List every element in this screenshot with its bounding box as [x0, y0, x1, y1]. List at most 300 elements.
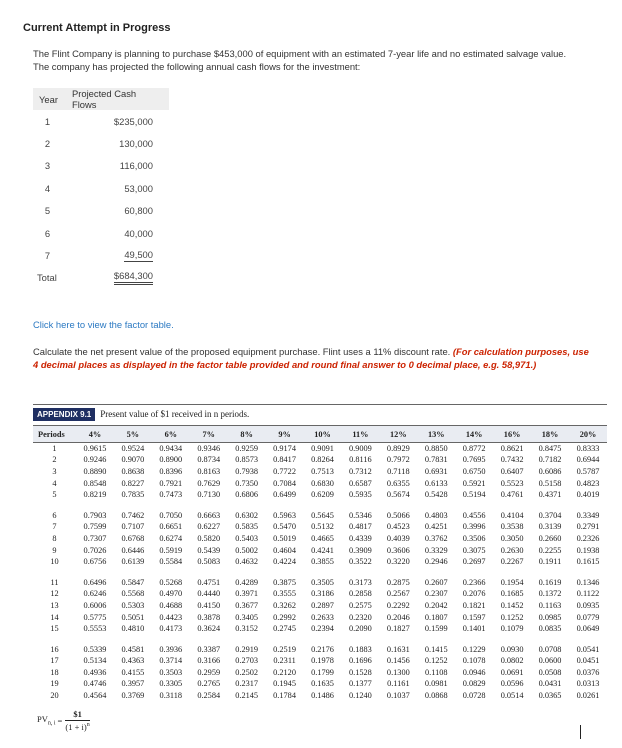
factor-value: 0.2320 [349, 612, 372, 622]
factor-value: 0.3909 [349, 545, 372, 555]
factor-value: 0.4339 [349, 533, 372, 543]
factor-value: 0.4665 [311, 533, 334, 543]
factor-row [33, 533, 607, 545]
cash-flow-value: 60,800 [124, 205, 153, 217]
period-number: 3 [52, 466, 57, 476]
factor-value: 0.5403 [235, 533, 259, 543]
formula-pv: PV [37, 714, 48, 725]
factor-value: 0.1372 [538, 589, 562, 599]
factor-value: 0.8734 [197, 455, 221, 465]
factor-value: 0.0930 [500, 644, 524, 654]
rate-header: 5% [114, 426, 152, 443]
cash-flow-value-cell [66, 155, 169, 177]
factor-value: 0.1597 [462, 612, 486, 622]
factor-value: 0.2791 [576, 522, 600, 532]
factor-value: 0.5439 [197, 545, 221, 555]
factor-value: 0.3762 [424, 533, 448, 543]
factor-value: 0.5428 [424, 490, 448, 500]
factor-value: 0.2630 [500, 545, 524, 555]
factor-value: 0.5787 [576, 466, 600, 476]
factor-value: 0.1377 [349, 679, 372, 689]
factor-value: 0.1161 [387, 679, 410, 689]
cash-flow-table [33, 88, 169, 289]
factor-value: 0.4363 [121, 656, 145, 666]
factor-value: 0.3875 [273, 577, 296, 587]
factor-row [33, 556, 607, 568]
factor-value: 0.8638 [121, 466, 145, 476]
factor-value: 0.1938 [576, 545, 600, 555]
total-label: Total [37, 272, 57, 284]
factor-value: 0.4440 [197, 589, 221, 599]
formula-base: (1 + i) [65, 722, 87, 732]
factor-value: 0.0600 [538, 656, 562, 666]
period-number: 14 [50, 612, 59, 622]
factor-value: 0.9070 [121, 455, 145, 465]
factor-value: 0.5847 [121, 577, 145, 587]
factor-value: 0.9615 [83, 444, 107, 454]
factor-value: 0.7921 [159, 478, 183, 488]
factor-value: 0.2120 [273, 667, 296, 677]
factor-value: 0.2394 [311, 624, 334, 634]
factor-value: 0.5935 [349, 490, 372, 500]
factor-value: 0.8900 [159, 455, 183, 465]
factor-row [33, 477, 607, 489]
factor-value: 0.5002 [235, 545, 259, 555]
factor-value: 0.2703 [235, 656, 259, 666]
factor-value: 0.3555 [273, 589, 296, 599]
period-number: 19 [50, 679, 59, 689]
factor-value: 0.4224 [273, 557, 296, 567]
factor-value: 0.4371 [538, 490, 562, 500]
appendix-description: Present value of $1 received in n periods. [100, 409, 250, 419]
factor-value: 0.2307 [424, 589, 448, 599]
factor-value: 0.2046 [386, 612, 410, 622]
factor-value: 0.4817 [349, 522, 372, 532]
factor-value: 0.6806 [235, 490, 259, 500]
rate-header: 18% [531, 426, 569, 443]
question-prompt: Calculate the net present value of the proposed equipment purchase. Flint uses a 11% discount rate. [33, 346, 453, 357]
factor-value: 0.5919 [159, 545, 183, 555]
factor-value: 0.4746 [83, 679, 107, 689]
cash-flow-value: 53,000 [124, 182, 153, 194]
factor-value: 0.1945 [273, 679, 296, 689]
factor-value: 0.7629 [197, 478, 221, 488]
factor-value: 0.3957 [121, 679, 145, 689]
factor-row [33, 690, 607, 702]
factor-value: 0.7118 [387, 466, 410, 476]
factor-value: 0.6931 [424, 466, 448, 476]
present-value-table [33, 425, 607, 701]
rate-header: 8% [228, 426, 266, 443]
factor-value: 0.3305 [159, 679, 183, 689]
factor-value: 0.2660 [538, 533, 562, 543]
cash-flow-value-cell [66, 110, 169, 132]
factor-value: 0.4251 [424, 522, 448, 532]
group-spacer-cell [33, 634, 607, 643]
factor-value: 0.9091 [311, 444, 334, 454]
factor-value: 0.5523 [500, 478, 524, 488]
group-spacer-cell [33, 500, 607, 509]
factor-value: 0.6944 [576, 455, 600, 465]
factor-value: 0.0691 [500, 667, 524, 677]
period-number: 9 [52, 545, 57, 555]
factor-value: 0.5066 [386, 510, 410, 520]
cash-flow-value-cell [66, 222, 169, 244]
factor-value: 0.5645 [311, 510, 334, 520]
factor-value: 0.8227 [121, 478, 145, 488]
factor-value: 0.2090 [349, 624, 372, 634]
factor-value: 0.7903 [83, 510, 107, 520]
factor-value: 0.1240 [349, 691, 372, 701]
formula-subscript: n, i [47, 720, 56, 727]
cash-flow-value: $235,000 [113, 115, 153, 127]
factor-value: 0.3996 [462, 522, 486, 532]
period-number: 16 [50, 644, 59, 654]
factor-value: 0.7599 [83, 522, 107, 532]
pv-formula [37, 709, 90, 732]
factor-table-link[interactable]: Click here to view the factor table. [33, 319, 174, 330]
factor-value: 0.7312 [349, 466, 372, 476]
factor-value: 0.4810 [121, 624, 145, 634]
factor-value: 0.7513 [311, 466, 334, 476]
factor-value: 0.6006 [83, 600, 107, 610]
factor-value: 0.7107 [121, 522, 145, 532]
factor-value: 0.7695 [462, 455, 486, 465]
factor-value: 0.2502 [235, 667, 259, 677]
factor-value: 0.5268 [159, 577, 183, 587]
year-header: Year [33, 88, 66, 110]
factor-value: 0.6499 [273, 490, 296, 500]
rate-header: 14% [455, 426, 493, 443]
factor-value: 0.2765 [197, 679, 221, 689]
factor-value: 0.2607 [424, 577, 448, 587]
factor-value: 0.6086 [538, 466, 562, 476]
factor-value: 0.1415 [424, 644, 448, 654]
factor-value: 0.1122 [576, 589, 600, 599]
factor-value: 0.7473 [159, 490, 183, 500]
factor-value: 0.6274 [159, 533, 183, 543]
factor-value: 0.9174 [273, 444, 296, 454]
factor-value: 0.3624 [197, 624, 221, 634]
factor-value: 0.2633 [311, 612, 334, 622]
factor-value: 0.1978 [311, 656, 334, 666]
factor-value: 0.0779 [576, 612, 600, 622]
factor-value: 0.4604 [273, 545, 296, 555]
period-number: 17 [50, 656, 59, 666]
rate-header: 7% [190, 426, 228, 443]
factor-row [33, 667, 607, 679]
factor-value: 0.5553 [83, 624, 107, 634]
factor-value: 0.1599 [424, 624, 448, 634]
factor-value: 0.2145 [235, 691, 259, 701]
factor-value: 0.4523 [386, 522, 410, 532]
factor-value: 0.2946 [424, 557, 448, 567]
rate-header: 9% [266, 426, 304, 443]
factor-value: 0.2567 [386, 589, 410, 599]
factor-value: 0.5820 [197, 533, 221, 543]
factor-value: 0.1631 [386, 644, 410, 654]
factor-value: 0.6139 [121, 557, 145, 567]
factor-value: 0.8333 [576, 444, 600, 454]
factor-value: 0.0728 [462, 691, 486, 701]
factor-value: 0.6496 [83, 577, 107, 587]
factor-value: 0.2992 [273, 612, 296, 622]
factor-value: 0.1911 [538, 557, 562, 567]
cash-flow-row [33, 244, 169, 266]
factor-value: 0.2176 [311, 644, 334, 654]
factor-value: 0.7462 [121, 510, 145, 520]
factor-value: 0.7307 [83, 533, 107, 543]
factor-value: 0.2575 [349, 600, 372, 610]
factor-value: 0.0514 [500, 691, 524, 701]
factor-value: 0.8621 [500, 444, 524, 454]
factor-row [33, 643, 607, 655]
factor-value: 0.5346 [349, 510, 372, 520]
factor-value: 0.2745 [273, 624, 296, 634]
factor-row [33, 509, 607, 521]
factor-row [33, 655, 607, 667]
factor-value: 0.3405 [235, 612, 259, 622]
factor-value: 0.5921 [462, 478, 486, 488]
factor-value: 0.6750 [462, 466, 486, 476]
factor-value: 0.0708 [538, 644, 562, 654]
factor-value: 0.7182 [538, 455, 562, 465]
factor-value: 0.4173 [159, 624, 183, 634]
cash-flow-value-cell [66, 132, 169, 154]
factor-value: 0.5132 [311, 522, 334, 532]
factor-value: 0.1163 [538, 600, 562, 610]
factor-value: 0.6651 [159, 522, 183, 532]
factor-row [33, 521, 607, 533]
factor-value: 0.7026 [83, 545, 107, 555]
factor-value: 0.0508 [538, 667, 562, 677]
factor-value: 0.6663 [197, 510, 221, 520]
factor-value: 0.0649 [576, 624, 600, 634]
factor-value: 0.3855 [311, 557, 334, 567]
cash-flow-value-cell [66, 244, 169, 266]
cash-flow-value: 130,000 [119, 138, 153, 150]
factor-value: 0.1827 [386, 624, 410, 634]
intro-line-2: The company has projected the following annual cash flows for the investment: [33, 61, 361, 72]
factor-value: 0.2326 [576, 533, 600, 543]
factor-value: 0.1619 [538, 577, 562, 587]
factor-row [33, 576, 607, 588]
factor-value: 0.4936 [83, 667, 107, 677]
factor-value: 0.4761 [500, 490, 524, 500]
appendix-title [33, 407, 249, 421]
rate-header: 10% [304, 426, 342, 443]
factor-value: 0.1883 [349, 644, 372, 654]
cash-flow-year: 7 [44, 250, 51, 262]
factor-value: 0.2697 [462, 557, 486, 567]
factor-value: 0.3220 [386, 557, 410, 567]
factor-value: 0.5339 [83, 644, 107, 654]
factor-value: 0.3704 [538, 510, 562, 520]
cash-flow-year: 1 [44, 115, 51, 127]
factor-value: 0.5051 [121, 612, 145, 622]
factor-value: 0.5470 [273, 522, 296, 532]
factor-value: 0.2267 [500, 557, 524, 567]
factor-value: 0.2076 [462, 589, 486, 599]
factor-value: 0.3769 [121, 691, 145, 701]
factor-value: 0.6407 [500, 466, 524, 476]
factor-value: 0.4803 [424, 510, 448, 520]
period-number: 2 [52, 455, 57, 465]
factor-value: 0.6768 [121, 533, 145, 543]
factor-row [33, 466, 607, 478]
factor-value: 0.2255 [538, 545, 562, 555]
factor-value: 0.6830 [311, 478, 334, 488]
factor-value: 0.6246 [83, 589, 107, 599]
factor-value: 0.3075 [462, 545, 486, 555]
cash-flow-row [33, 222, 169, 244]
cash-flow-value-cell [66, 177, 169, 199]
factor-value: 0.4564 [83, 691, 107, 701]
factor-value: 0.1229 [462, 644, 486, 654]
factor-value: 0.8573 [235, 455, 259, 465]
factor-value: 0.7835 [121, 490, 145, 500]
cash-flow-row [33, 132, 169, 154]
factor-value: 0.2519 [273, 644, 296, 654]
factor-value: 0.0451 [576, 656, 600, 666]
rate-header: 6% [152, 426, 190, 443]
rate-header: 13% [417, 426, 455, 443]
text-cursor [580, 725, 581, 739]
factor-value: 0.4289 [235, 577, 259, 587]
factor-value: 0.1078 [462, 656, 486, 666]
factor-row [33, 443, 607, 455]
period-number: 6 [52, 510, 57, 520]
cash-flow-row [33, 110, 169, 132]
cash-flow-value: 40,000 [124, 227, 153, 239]
total-value: $684,300 [114, 270, 153, 285]
factor-value: 0.5158 [538, 478, 562, 488]
factor-value: 0.2366 [462, 577, 486, 587]
factor-value: 0.4150 [197, 600, 221, 610]
factor-value: 0.8219 [83, 490, 107, 500]
formula-equals: = [57, 715, 63, 726]
question-text [33, 345, 593, 371]
factor-value: 0.1346 [576, 577, 600, 587]
periods-header: Periods [33, 426, 76, 443]
group-spacer [33, 634, 607, 643]
formula-fraction [65, 709, 90, 732]
factor-value: 0.0541 [576, 644, 600, 654]
factor-value: 0.1452 [500, 600, 524, 610]
factor-row [33, 544, 607, 556]
factor-value: 0.8417 [273, 455, 296, 465]
factor-value: 0.4688 [159, 600, 183, 610]
factor-value: 0.4423 [159, 612, 183, 622]
factor-value: 0.4104 [500, 510, 524, 520]
factor-value: 0.1696 [349, 656, 372, 666]
factor-value: 0.1954 [500, 577, 524, 587]
factor-value: 0.4039 [386, 533, 410, 543]
factor-value: 0.4751 [197, 577, 221, 587]
factor-value: 0.7972 [386, 455, 410, 465]
period-number: 11 [50, 577, 59, 587]
factor-value: 0.6446 [121, 545, 145, 555]
rate-header: 20% [569, 426, 607, 443]
factor-value: 0.2919 [235, 644, 259, 654]
factor-value: 0.2042 [424, 600, 448, 610]
factor-value: 0.3186 [311, 589, 334, 599]
factor-value: 0.7938 [235, 466, 259, 476]
factor-value: 0.3538 [500, 522, 524, 532]
factor-value: 0.0261 [576, 691, 600, 701]
rate-header: 16% [493, 426, 531, 443]
group-spacer [33, 567, 607, 576]
factor-value: 0.1685 [500, 589, 524, 599]
factor-row [33, 454, 607, 466]
factor-value: 0.9246 [83, 455, 107, 465]
cash-flow-value: 116,000 [119, 160, 153, 172]
factor-value: 0.5083 [197, 557, 221, 567]
factor-value: 0.8475 [538, 444, 562, 454]
formula-exponent: n [86, 722, 90, 729]
factor-value: 0.8264 [311, 455, 334, 465]
factor-value: 0.9434 [159, 444, 183, 454]
factor-value: 0.8890 [83, 466, 107, 476]
factor-value: 0.3936 [159, 644, 183, 654]
factor-value: 0.3677 [235, 600, 259, 610]
factor-value: 0.1300 [386, 667, 410, 677]
cash-flow-year: 3 [44, 160, 51, 172]
factor-row [33, 678, 607, 690]
factor-value: 0.1252 [500, 612, 524, 622]
rate-header: 11% [341, 426, 379, 443]
factor-row [33, 489, 607, 501]
factor-value: 0.5775 [83, 612, 107, 622]
factor-value: 0.3714 [159, 656, 183, 666]
factor-value: 0.3506 [462, 533, 486, 543]
factor-value: 0.1635 [311, 679, 334, 689]
appendix-factor-table [33, 404, 607, 734]
factor-value: 0.8850 [424, 444, 448, 454]
factor-value: 0.1401 [462, 624, 486, 634]
factor-value: 0.7722 [273, 466, 296, 476]
group-spacer-cell [33, 567, 607, 576]
rate-header: 12% [379, 426, 417, 443]
factor-row [33, 623, 607, 635]
factor-value: 0.2292 [386, 600, 410, 610]
factor-row [33, 611, 607, 623]
factor-value: 0.1252 [424, 656, 448, 666]
factor-value: 0.2858 [349, 589, 372, 599]
factor-value: 0.3971 [235, 589, 259, 599]
period-number: 12 [50, 589, 59, 599]
factor-value: 0.5019 [273, 533, 296, 543]
factor-value: 0.4556 [462, 510, 486, 520]
factor-value: 0.7084 [273, 478, 296, 488]
factor-value: 0.4241 [311, 545, 334, 555]
total-value-cell [66, 267, 169, 289]
factor-value: 0.4632 [235, 557, 259, 567]
factor-value: 0.7130 [197, 490, 221, 500]
cash-flow-year: 4 [44, 182, 51, 194]
formula-denominator [65, 721, 89, 732]
period-number: 20 [50, 691, 59, 701]
factor-value: 0.5674 [386, 490, 410, 500]
factor-value: 0.1108 [425, 667, 448, 677]
period-number: 5 [52, 490, 57, 500]
factor-value: 0.7350 [235, 478, 259, 488]
factor-value: 0.4155 [121, 667, 145, 677]
factor-value: 0.2897 [311, 600, 334, 610]
factor-value: 0.1807 [424, 612, 448, 622]
period-number: 7 [52, 522, 57, 532]
factor-value: 0.5835 [235, 522, 259, 532]
